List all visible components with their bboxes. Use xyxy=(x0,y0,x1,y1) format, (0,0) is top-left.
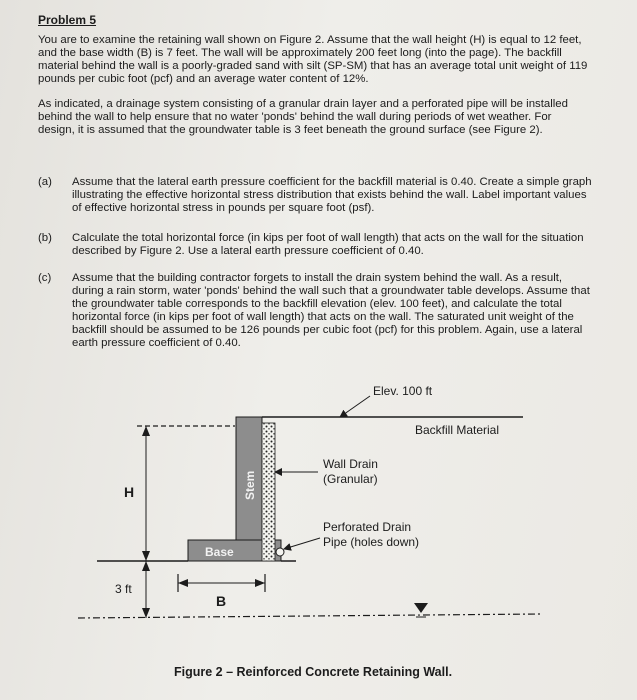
part-c-label: (c) xyxy=(38,272,52,284)
drainage-paragraph: As indicated, a drainage system consisting of a granular drain layer and a perforated pipe will be installed behind the wall to help ensure that no water 'ponds' behind the wall during periods of wet weather. For design, it is assumed that the groundwater table is 3 feet beneath the ground surface (see Figure 2). xyxy=(38,98,568,136)
part-a-text: Assume that the lateral earth pressure coefficient for the backfill material is 0.40. Create a simple graph illustrating the effective horizontal stress distribution that exists behind the wall. Label important values of effective horizontal stress in pounds per square foot (psf). xyxy=(72,176,592,214)
part-b-text: Calculate the total horizontal force (in kips per foot of wall length) that acts on the wall for the situation described by Figure 2. Use a lateral earth pressure coefficient of 0.40. xyxy=(72,232,584,257)
pipe-leader xyxy=(284,538,320,549)
depth-arrow-top xyxy=(142,561,150,571)
pipe-sublabel: Pipe (holes down) xyxy=(323,535,420,549)
width-label: B xyxy=(216,593,227,609)
part-b-label: (b) xyxy=(38,232,52,244)
backfill-label: Backfill Material xyxy=(415,423,500,437)
height-label: H xyxy=(124,484,135,500)
figure-caption: Figure 2 – Reinforced Concrete Retaining Wall. xyxy=(174,665,453,679)
height-arrow-bottom xyxy=(142,551,150,561)
elevation-leader xyxy=(340,396,370,417)
granular-drain-layer xyxy=(262,423,275,561)
part-c-text: Assume that the building contractor forgets to install the drain system behind the wall. As a result, during a rain storm, water 'ponds' behind the wall such that a groundwater table develops. Assume that the groundwater table corresponds to the backfill elevation (elev. 100 feet), and calculate the total horizontal force (in kips per foot of wall length) that acts on the wall. The saturated unit weight of the backfill should be assumed to be 126 pounds per cubic foot (pcf) for this problem. Again, use a lateral earth pressure coefficient of 0.40. xyxy=(72,272,590,349)
width-arrow-right xyxy=(255,579,265,587)
stem-label: Stem xyxy=(243,470,257,500)
intro-paragraph: You are to examine the retaining wall shown on Figure 2. Assume that the wall height (H) is equal to 12 feet, and the base width (B) is 7 feet. The wall will be approximately 200 feet long (into the page). The backfill material behind the wall is a poorly-graded sand with silt (SP-SM) that has an average total unit weight of 119 pounds per cubic foot (pcf) and an average water content of 12%. xyxy=(38,34,588,85)
depth-arrow-bottom xyxy=(142,608,150,618)
height-arrow-top xyxy=(142,426,150,436)
pipe-label: Perforated Drain xyxy=(323,520,412,534)
depth-label: 3 ft xyxy=(115,582,132,596)
base-label: Base xyxy=(205,545,234,559)
wall-drain-sublabel: (Granular) xyxy=(323,472,378,486)
part-a-label: (a) xyxy=(38,176,52,188)
elevation-label: Elev. 100 ft xyxy=(373,384,433,398)
perforated-pipe xyxy=(276,548,284,556)
width-arrow-left xyxy=(178,579,188,587)
water-table-triangle-icon xyxy=(414,603,428,613)
wall-drain-label: Wall Drain xyxy=(323,457,378,471)
problem-title: Problem 5 xyxy=(38,13,97,27)
